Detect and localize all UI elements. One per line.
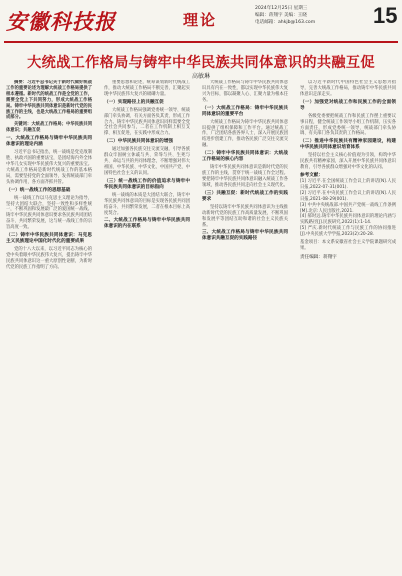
masthead-divider (4, 41, 398, 43)
paragraph: 通过加强各民族交往交流交融，引导各族群众牢固树立休戚与共、荣辱与共、生死与共、命运与共的共同体理念，不断增强对伟大祖国、中华民族、中华文化、中国共产党、中国特色社会主义的认同。 (104, 147, 190, 176)
subsection-heading: （三）共融互促：新时代统战工作的实践要求 (202, 190, 288, 202)
subsection-heading: （三）统一战线工作的价值追求与铸牢中华民族共同体意识的目标指向 (104, 178, 190, 190)
contact-email: 电话邮箱：ahkjb@163.com (255, 20, 316, 25)
paragraph: 各级党委要把统战工作和民族工作摆上重要议事日程，健全统战工作领导小组工作机制，压实各方面责任，形成党委统一领导、统战部门牵头协调、有关部门各负其责的工作格局。 (300, 113, 396, 137)
subsection-heading: （二）铸牢中华民族共同体意识：马克思主义民族理论中国化时代化的重要成果 (6, 233, 92, 245)
paragraph: 大统战工作格局强调党委统一领导、统战部门牵头协调、有关方面各负其责，形成工作合力。铸牢中华民族共同体意识同样需要全党全社会共同参与，二者在工作机制上相互支撑、相互促进，在实践中形成合力。 (104, 107, 190, 137)
subsection-heading: （一）统一战线工作的思想基础 (6, 187, 71, 193)
newspaper-logo: 安徽科技报 (6, 9, 116, 34)
column-2 (104, 80, 190, 570)
section-heading: 二、大统战工作格局与铸牢中华民族共同体意识的内在联系 (104, 218, 190, 230)
article-author: 高敏琳 (191, 73, 210, 80)
subsection-heading: （一）大统战工作格局：铸牢中华民族共同体意识的重要平台 (202, 105, 288, 117)
fund-note: 基金项目：本文系安徽省社会主义学院课题研究成果。 (300, 240, 396, 251)
paragraph: 坚持以铸牢中华民族共同体意识为主线推动新时代党的民族工作高质量发展，不断巩固和发展平等团结互助和谐的社会主义民族关系。 (202, 204, 288, 228)
paragraph: 重要思想和论述，统筹谋划新时代统战工作，推动大统战工作格局不断完善，汇聚起实现中华民族伟大复兴的磅礴力量。 (104, 80, 190, 97)
column-1 (6, 80, 92, 570)
column-3 (202, 80, 288, 570)
reference-list (300, 179, 396, 238)
paragraph: 铸牢中华民族共同体意识是新时代党的民族工作的主线，贯穿于统一战线工作全过程。要把铸牢中华民族共同体意识融入统战工作各领域，推动各民族共同走向社会主义现代化。 (202, 165, 288, 188)
paragraph: 党的十八大以来，以习近平同志为核心的党中央着眼中华民族伟大复兴，提出铸牢中华民族共同体意识这一重大原创性论断，为新时代党的民族工作指明了方向。 (6, 247, 92, 270)
masthead-meta (255, 5, 315, 26)
page-number: 15 (373, 3, 398, 28)
paragraph: 坚持以社会主义核心价值观为引领，构筑中华民族共有精神家园，深入开展中华民族共同体意识教育，引导各族群众增强对中华文化的认同。 (300, 153, 396, 171)
paragraph: 大统战工作格局为铸牢中华民族共同体意识提供了组织保障和工作平台。通过统战工作，广泛团结各族各界人士，深入开展民族团结进步创建工作，推动各民族广泛交往交流交融。 (202, 119, 288, 149)
subsection-heading: （二）铸牢中华民族共同体意识：大统战工作格局的核心内容 (202, 151, 288, 163)
masthead (0, 0, 402, 42)
paragraph: 统一战线的本质是大团结大联合，铸牢中华民族共同体意识的目标是实现各民族共同团结奋斗、共同繁荣发展，二者在根本目标上高度契合。 (104, 192, 190, 216)
editor-line: 编辑：蒋翔宇 美编：王晓 (255, 13, 307, 18)
reference-item: [1] 习近平.在全国统战工作会议上的讲话[N].人民日报,2022-07-31(001). (300, 178, 396, 190)
responsible-editor: 责任编辑：蒋翔宇 (300, 254, 337, 260)
subsection-heading: （二）中华民族共同体意识的增强 (104, 139, 173, 145)
subsection-heading: （一）实现路径上的共融互促 (104, 99, 164, 105)
paragraph: 统一战线工作以马克思主义理论为指导，坚持大团结大联合，坚持一致性和多样性统一，不断巩固和发展最广泛的爱国统一战线。铸牢中华民族共同体意识要求各民族共同团结奋斗、共同繁荣发展，这与统一战线工作的宗旨高度一致。 (6, 195, 92, 231)
paragraph: 以习近平新时代中国特色社会主义思想为指导，完善大统战工作格局，推动铸牢中华民族共同体意识走深走实。 (300, 80, 396, 97)
subsection-heading: （二）推进中华民族共有精神家园建设，构建中华民族共同体意识培育体系 (300, 139, 396, 151)
paragraph: 大统战工作格局与铸牢中华民族共同体意识具有内在一致性，都以实现中华民族伟大复兴为目标，都以凝聚人心、汇聚力量为根本任务。 (202, 80, 288, 103)
paragraph: 习近平总书记指出，统一战线是党克敌制胜、执政兴国的重要法宝，是团结海内外全体中华儿女实现中华民族伟大复兴的重要法宝。大统战工作格局是新时代统战工作的基本格局，需要坚持党的全面领导，发挥统战部门牵头协调作用，各方面齐抓共管。 (6, 150, 92, 185)
references-title: 参考文献： (300, 173, 323, 179)
article-title: 大统战工作格局与铸牢中华民族共同体意识的共融互促 (27, 55, 375, 71)
column-4 (300, 80, 396, 570)
section-heading: 三、大统战工作格局与铸牢中华民族共同体意识共融互促的实践路径 (202, 230, 288, 242)
reference-item: [3] 中共中央统战部.中国共产党统一战线工作条例[M].北京:人民出版社,2021. (300, 202, 396, 214)
keywords: 关键词：大统战工作格局；中华民族共同体意识；共融互促 (6, 122, 92, 134)
abstract: 摘要：习近平总书记关于新时代做好统战工作的重要论述为理解大统战工作格局提供了根本遵循。新时代的统战工作是全党的工作，需要全党上下共同努力，形成大统战工作格局。铸牢中华民族共同体意识是新时代党的民族工作的主线，也是大统战工作格局的重要组成部分。 (6, 80, 92, 121)
subsection-heading: （一）加强党对统战工作和民族工作的全面领导 (300, 99, 396, 111)
reference-item: [2] 习近平.在中央民族工作会议上的讲话[N].人民日报,2021-08-29(001). (300, 190, 396, 202)
section-label: 理论 (183, 11, 218, 29)
reference-item: [5] 严庆.新时代统战工作与民族工作的协同推进[J].中央民族大学学报,2023(2):20-28. (300, 226, 396, 238)
issue-date: 2024年12月25日 星期三 (255, 6, 308, 11)
references (300, 173, 396, 238)
reference-item: [4] 郝时远.铸牢中华民族共同体意识的理论内涵与实践路径[J].民族研究,2022(1):1-14. (300, 214, 396, 226)
section-heading: 一、大统战工作格局与铸牢中华民族共同体意识的理论内涵 (6, 136, 92, 148)
